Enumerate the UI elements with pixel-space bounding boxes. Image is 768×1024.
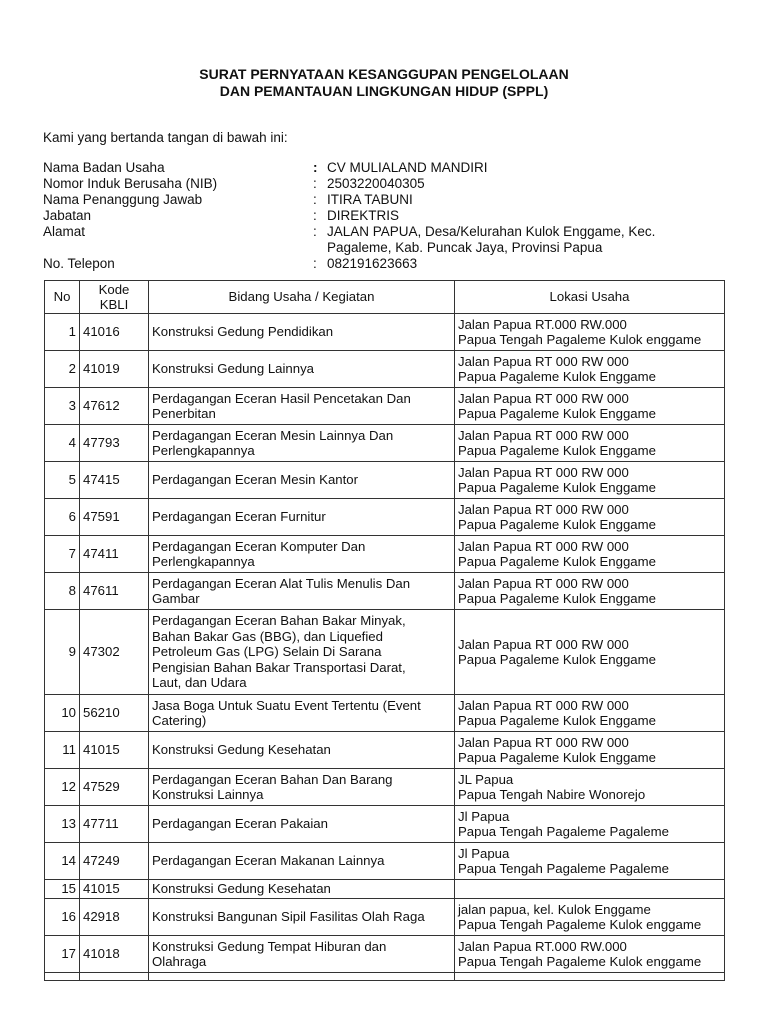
cell-kode-kbli: 41016 — [80, 314, 149, 351]
cell-kode-kbli: 47529 — [80, 769, 149, 806]
info-value: 082191623663 — [327, 256, 418, 271]
lokasi-line: jalan papua, kel. Kulok Enggame — [458, 901, 651, 917]
lokasi-line: Jalan Papua RT 000 RW 000 — [458, 427, 629, 443]
info-label: Alamat — [43, 224, 86, 239]
cell-kode-kbli: 47302 — [80, 610, 149, 695]
bidang-line: Konstruksi Gedung Kesehatan — [152, 742, 331, 758]
header-bidang-usaha: Bidang Usaha / Kegiatan — [149, 281, 455, 314]
bidang-line: Laut, dan Udara — [152, 675, 247, 691]
title-line-1: SURAT PERNYATAAN KESANGGUPAN PENGELOLAAN — [199, 66, 569, 82]
bidang-line: Konstruksi Gedung Kesehatan — [152, 881, 331, 897]
cell-bidang-usaha — [149, 695, 455, 732]
table-row — [45, 388, 725, 425]
info-value — [327, 224, 687, 256]
lokasi-line: Papua Pagaleme Kulok Enggame — [458, 750, 656, 765]
lokasi-line: Jalan Papua RT 000 RW 000 — [458, 734, 629, 750]
table-row — [45, 936, 725, 973]
lokasi-line: Papua Pagaleme Kulok Enggame — [458, 443, 656, 458]
lokasi-line: Papua Pagaleme Kulok Enggame — [458, 554, 656, 569]
cell-bidang-usaha — [149, 806, 455, 843]
info-row-nib — [43, 176, 687, 192]
cell-no: 8 — [45, 573, 80, 610]
cell-no: 7 — [45, 536, 80, 573]
cell-lokasi-usaha — [455, 695, 725, 732]
table-row — [45, 536, 725, 573]
cell-lokasi-usaha — [455, 732, 725, 769]
lokasi-line: Papua Pagaleme Kulok Enggame — [458, 369, 656, 384]
cell-kode-kbli: 47591 — [80, 499, 149, 536]
bidang-line: Konstruksi Gedung Lainnya — [152, 361, 315, 377]
table-row — [45, 899, 725, 936]
cell-lokasi-usaha — [455, 351, 725, 388]
document-title — [0, 66, 768, 100]
cell-empty — [149, 973, 455, 981]
cell-no: 1 — [45, 314, 80, 351]
cell-lokasi-usaha — [455, 806, 725, 843]
lokasi-line: JL Papua — [458, 771, 514, 787]
bidang-line: Perdagangan Eceran Mesin Kantor — [152, 472, 359, 488]
cell-no: 16 — [45, 899, 80, 936]
cell-kode-kbli: 47793 — [80, 425, 149, 462]
cell-bidang-usaha — [149, 936, 455, 973]
cell-bidang-usaha — [149, 573, 455, 610]
lokasi-line: Papua Tengah Nabire Wonorejo — [458, 787, 646, 802]
lokasi-line: Jalan Papua RT 000 RW 000 — [458, 353, 629, 369]
table-row — [45, 462, 725, 499]
title-line-2: DAN PEMANTAUAN LINGKUNGAN HIDUP (SPPL) — [219, 83, 549, 99]
lokasi-line: Jalan Papua RT 000 RW 000 — [458, 697, 629, 713]
cell-no: 14 — [45, 843, 80, 880]
lokasi-line: Jalan Papua RT.000 RW.000 — [458, 938, 627, 954]
table-row — [45, 610, 725, 695]
cell-lokasi-usaha — [455, 536, 725, 573]
bidang-line: Konstruksi Gedung Tempat Hiburan dan — [152, 938, 387, 954]
cell-no: 3 — [45, 388, 80, 425]
bidang-line: Konstruksi Gedung Pendidikan — [152, 324, 334, 340]
cell-no: 2 — [45, 351, 80, 388]
kbli-table — [44, 280, 725, 981]
bidang-line: Perdagangan Eceran Komputer Dan — [152, 538, 366, 554]
info-label: No. Telepon — [43, 256, 115, 271]
cell-lokasi-usaha — [455, 573, 725, 610]
bidang-line: Olahraga — [152, 954, 207, 969]
cell-kode-kbli: 56210 — [80, 695, 149, 732]
intro-text: Kami yang bertanda tangan di bawah ini: — [43, 130, 288, 145]
table-row — [45, 695, 725, 732]
bidang-line: Jasa Boga Untuk Suatu Event Tertentu (Event — [152, 697, 421, 713]
cell-no: 17 — [45, 936, 80, 973]
info-colon: : — [313, 208, 317, 223]
info-colon: : — [313, 192, 317, 207]
alamat-line-1: JALAN PAPUA, Desa/Kelurahan Kulok Enggame, Kec. — [327, 224, 656, 239]
bidang-line: Bahan Bakar Gas (BBG), dan Liquefied — [152, 628, 383, 644]
table-row — [45, 769, 725, 806]
lokasi-line: Papua Tengah Pagaleme Pagaleme — [458, 861, 669, 876]
lokasi-line: Jalan Papua RT.000 RW.000 — [458, 316, 627, 332]
cell-lokasi-usaha — [455, 936, 725, 973]
cell-kode-kbli: 47411 — [80, 536, 149, 573]
cell-bidang-usaha — [149, 351, 455, 388]
bidang-line: Perdagangan Eceran Bahan Dan Barang — [152, 771, 393, 787]
cell-lokasi-usaha — [455, 462, 725, 499]
lokasi-line: Papua Tengah Pagaleme Pagaleme — [458, 824, 669, 839]
header-no: No — [45, 281, 80, 314]
cell-kode-kbli: 47711 — [80, 806, 149, 843]
bidang-line: Perlengkapannya — [152, 443, 255, 458]
cell-bidang-usaha — [149, 610, 455, 695]
lokasi-line: Papua Pagaleme Kulok Enggame — [458, 713, 656, 728]
cell-bidang-usaha — [149, 732, 455, 769]
alamat-line-2: Pagaleme, Kab. Puncak Jaya, Provinsi Papua — [327, 240, 603, 255]
lokasi-line: Papua Pagaleme Kulok Enggame — [458, 406, 656, 421]
info-colon: : — [313, 176, 317, 191]
company-info — [43, 160, 687, 272]
cell-no: 13 — [45, 806, 80, 843]
table-row — [45, 806, 725, 843]
info-label: Nomor Induk Berusaha (NIB) — [43, 176, 218, 191]
table-row — [45, 351, 725, 388]
header-lokasi-usaha: Lokasi Usaha — [455, 281, 725, 314]
bidang-line: Catering) — [152, 713, 207, 728]
bidang-line: Perdagangan Eceran Bahan Bakar Minyak, — [152, 613, 406, 629]
cell-empty — [455, 973, 725, 981]
table-header-row — [45, 281, 725, 314]
header-kode-kbli — [80, 281, 149, 314]
table-row-partial — [45, 973, 725, 981]
cell-lokasi-usaha — [455, 843, 725, 880]
info-value: DIREKTRIS — [327, 208, 400, 223]
lokasi-line: Papua Pagaleme Kulok Enggame — [458, 591, 656, 606]
bidang-line: Gambar — [152, 591, 200, 606]
lokasi-line: Jalan Papua RT 000 RW 000 — [458, 390, 629, 406]
cell-no: 4 — [45, 425, 80, 462]
table-row — [45, 314, 725, 351]
cell-lokasi-usaha — [455, 425, 725, 462]
table-row — [45, 880, 725, 899]
cell-lokasi-usaha — [455, 314, 725, 351]
cell-kode-kbli: 47611 — [80, 573, 149, 610]
cell-empty — [80, 973, 149, 981]
cell-no: 15 — [45, 880, 80, 899]
header-kode-line-2: KBLI — [99, 297, 129, 312]
lokasi-line: Jalan Papua RT 000 RW 000 — [458, 575, 629, 591]
cell-lokasi-usaha — [455, 610, 725, 695]
cell-bidang-usaha — [149, 843, 455, 880]
info-colon: : — [313, 224, 317, 239]
bidang-line: Perdagangan Eceran Furnitur — [152, 509, 326, 525]
cell-kode-kbli: 47612 — [80, 388, 149, 425]
table-row — [45, 425, 725, 462]
cell-bidang-usaha — [149, 499, 455, 536]
cell-no: 9 — [45, 610, 80, 695]
bidang-line: Perdagangan Eceran Makanan Lainnya — [152, 853, 385, 869]
bidang-line: Konstruksi Bangunan Sipil Fasilitas Olah Raga — [152, 909, 425, 925]
info-row-penanggung-jawab — [43, 192, 687, 208]
info-colon: : — [313, 160, 318, 175]
cell-lokasi-usaha — [455, 899, 725, 936]
cell-bidang-usaha — [149, 314, 455, 351]
cell-lokasi-usaha — [455, 880, 725, 899]
info-value: CV MULIALAND MANDIRI — [327, 160, 488, 175]
cell-kode-kbli: 47249 — [80, 843, 149, 880]
cell-kode-kbli: 41015 — [80, 880, 149, 899]
lokasi-line: Papua Tengah Pagaleme Kulok enggame — [458, 917, 702, 932]
info-row-nama-badan-usaha — [43, 160, 687, 176]
header-kode-line-1: Kode — [98, 281, 130, 297]
cell-empty — [45, 973, 80, 981]
lokasi-line: Papua Tengah Pagaleme Kulok enggame — [458, 332, 702, 347]
cell-no: 6 — [45, 499, 80, 536]
cell-bidang-usaha — [149, 769, 455, 806]
lokasi-line: Jalan Papua RT 000 RW 000 — [458, 636, 629, 652]
table-row — [45, 573, 725, 610]
bidang-line: Perdagangan Eceran Alat Tulis Menulis Dan — [152, 575, 411, 591]
lokasi-line: Papua Pagaleme Kulok Enggame — [458, 517, 656, 532]
cell-no: 11 — [45, 732, 80, 769]
bidang-line: Perlengkapannya — [152, 554, 255, 569]
cell-lokasi-usaha — [455, 499, 725, 536]
table-row — [45, 843, 725, 880]
lokasi-line: Jalan Papua RT 000 RW 000 — [458, 501, 629, 517]
cell-bidang-usaha — [149, 425, 455, 462]
lokasi-line: Papua Pagaleme Kulok Enggame — [458, 652, 656, 667]
cell-no: 12 — [45, 769, 80, 806]
bidang-line: Pengisian Bahan Bakar Transportasi Darat, — [152, 659, 406, 675]
cell-kode-kbli: 41018 — [80, 936, 149, 973]
cell-bidang-usaha — [149, 462, 455, 499]
cell-bidang-usaha — [149, 880, 455, 899]
cell-no: 10 — [45, 695, 80, 732]
info-row-alamat — [43, 224, 687, 256]
bidang-line: Penerbitan — [152, 406, 216, 421]
bidang-line: Perdagangan Eceran Mesin Lainnya Dan — [152, 427, 394, 443]
info-row-jabatan — [43, 208, 687, 224]
info-colon: : — [313, 256, 317, 271]
cell-lokasi-usaha — [455, 769, 725, 806]
cell-kode-kbli: 41019 — [80, 351, 149, 388]
table-body — [45, 314, 725, 981]
bidang-line: Perdagangan Eceran Pakaian — [152, 816, 328, 832]
info-label: Nama Badan Usaha — [43, 160, 165, 175]
bidang-line: Petroleum Gas (LPG) Selain Di Sarana — [152, 644, 382, 660]
lokasi-line: Jalan Papua RT 000 RW 000 — [458, 464, 629, 480]
cell-kode-kbli: 42918 — [80, 899, 149, 936]
info-label: Jabatan — [43, 208, 92, 223]
bidang-line: Konstruksi Lainnya — [152, 787, 264, 802]
cell-kode-kbli: 47415 — [80, 462, 149, 499]
table-row — [45, 732, 725, 769]
info-value: ITIRA TABUNI — [327, 192, 413, 207]
cell-bidang-usaha — [149, 388, 455, 425]
info-row-telepon — [43, 256, 687, 272]
info-label: Nama Penanggung Jawab — [43, 192, 203, 207]
cell-bidang-usaha — [149, 536, 455, 573]
table-row — [45, 499, 725, 536]
bidang-line: Perdagangan Eceran Hasil Pencetakan Dan — [152, 390, 411, 406]
lokasi-line: Jl Papua — [458, 845, 510, 861]
cell-no: 5 — [45, 462, 80, 499]
cell-lokasi-usaha — [455, 388, 725, 425]
info-value: 2503220040305 — [327, 176, 425, 191]
lokasi-line: Papua Tengah Pagaleme Kulok enggame — [458, 954, 702, 969]
lokasi-line: Jl Papua — [458, 808, 510, 824]
lokasi-line: Jalan Papua RT 000 RW 000 — [458, 538, 629, 554]
cell-kode-kbli: 41015 — [80, 732, 149, 769]
lokasi-line: Papua Pagaleme Kulok Enggame — [458, 480, 656, 495]
cell-bidang-usaha — [149, 899, 455, 936]
